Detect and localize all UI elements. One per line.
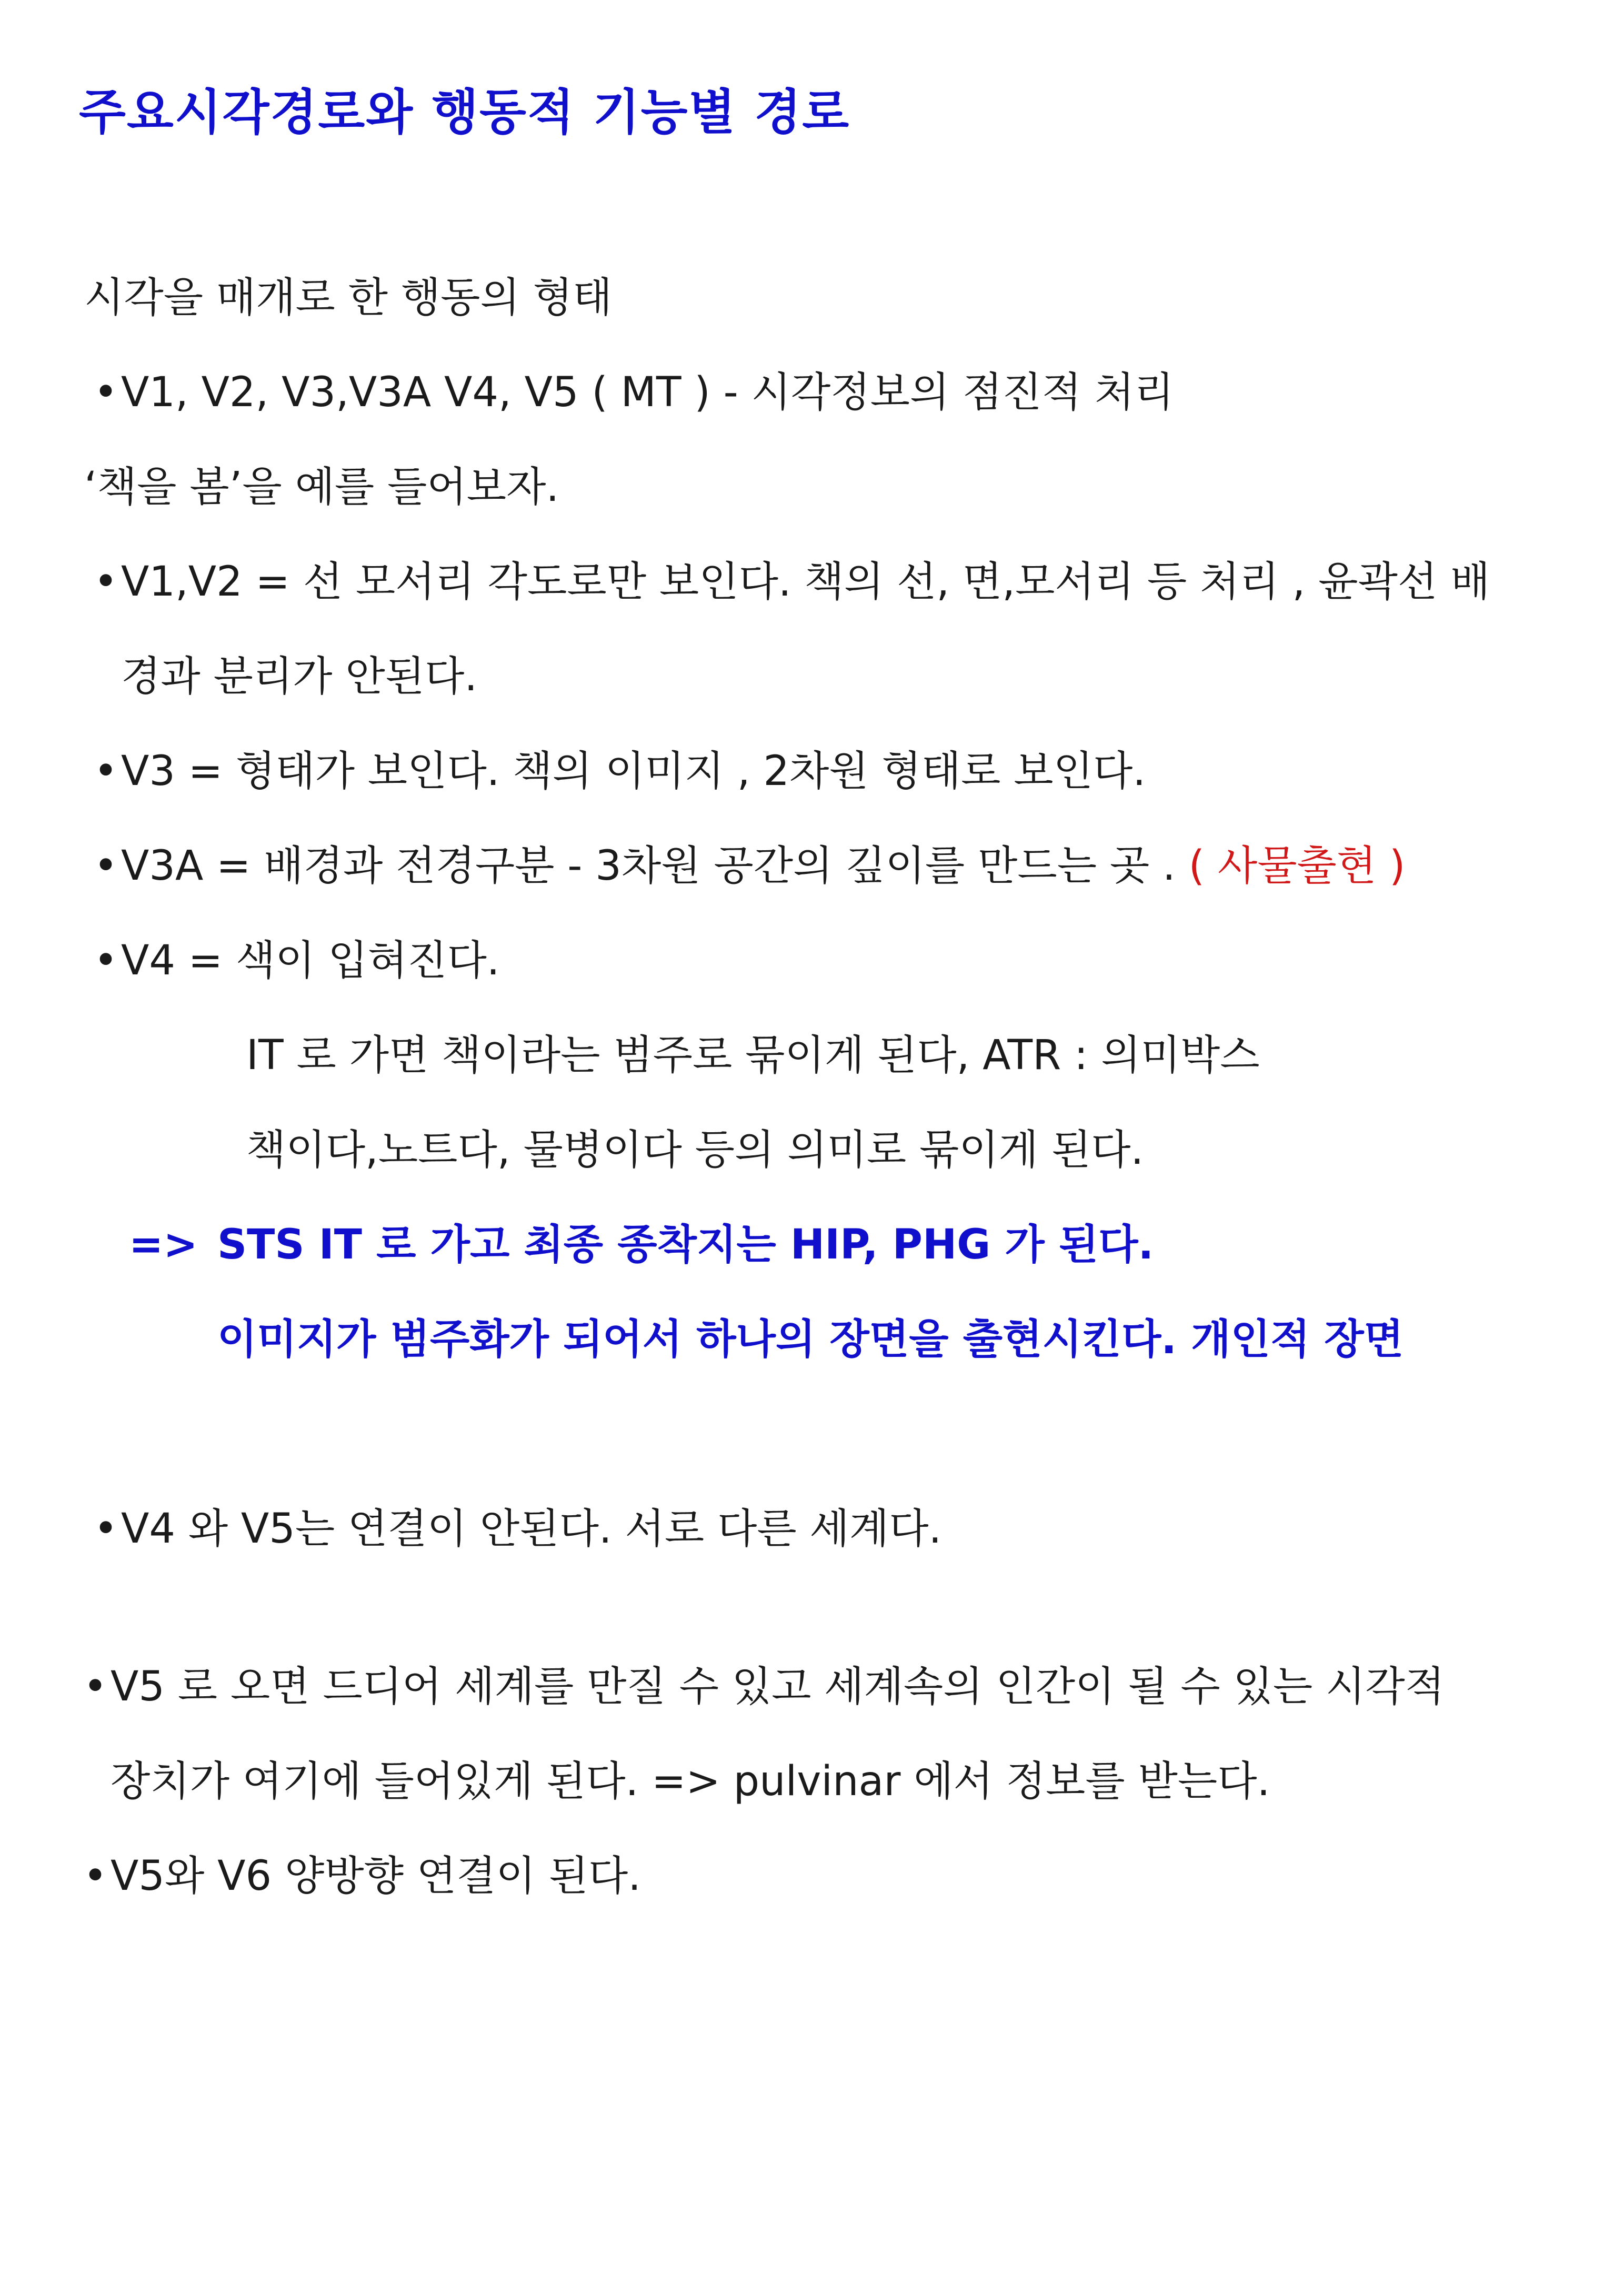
bullet-item	[94, 936, 500, 986]
indented-text: 책이다,노트다, 물병이다 등의 의미로 묶이게 된다.	[246, 1126, 1144, 1174]
bullet-text: V3 = 형태가 보인다. 책의 이미지 , 2차원 형태로 보인다.	[121, 748, 1146, 795]
bullet-text: V4 와 V5는 연결이 안된다. 서로 다른 세계다.	[121, 1505, 942, 1553]
emphasis-text: STS IT 로 가고 최종 종착지는 HIP, PHG 가 된다.	[217, 1221, 1154, 1268]
intro-text: 시각을 매개로 한 행동의 형태	[84, 274, 613, 321]
bullet-dot: •	[94, 369, 118, 416]
bullet-text: V3A = 배경과 전경구분 - 3차원 공간의 깊이를 만드는 곳 .	[121, 842, 1189, 890]
intro-line	[84, 274, 612, 323]
bullet-item	[94, 842, 1405, 891]
arrow-marker: =>	[129, 1221, 198, 1268]
bullet-item	[83, 1852, 641, 1901]
emphasis-line	[129, 1221, 1154, 1270]
bullet-dot: •	[94, 937, 118, 984]
bullet-dot: •	[94, 842, 118, 890]
bullet-text: V4 = 색이 입혀진다.	[121, 937, 500, 984]
bullet-item	[94, 1505, 941, 1554]
emphasis-text: 이미지가 범주화가 되어서 하나의 장면을 출현시킨다. 개인적 장면	[217, 1316, 1404, 1363]
example-text: ‘책을 봄’을 예를 들어보자.	[84, 464, 559, 511]
bullet-dot: •	[94, 1505, 118, 1553]
bullet-text: V1,V2 = 선 모서리 각도로만 보인다. 책의 선, 면,모서리 등 처리 , 윤곽선 배	[121, 558, 1490, 606]
indented-line	[246, 1126, 1144, 1175]
bullet-text: V5와 V6 양방향 연결이 된다.	[111, 1852, 641, 1900]
continuation-text: 경과 분리가 안된다.	[121, 653, 478, 700]
highlight-text: ( 사물출현 )	[1188, 842, 1406, 890]
bullet-item	[94, 747, 1146, 797]
indented-text: IT 로 가면 책이라는 범주로 묶이게 된다, ATR : 의미박스	[246, 1032, 1260, 1079]
bullet-dot: •	[83, 1663, 108, 1710]
bullet-item	[83, 1663, 1445, 1712]
bullet-text: V5 로 오면 드디어 세계를 만질 수 있고 세계속의 인간이 될 수 있는 시각적	[111, 1663, 1445, 1710]
bullet-dot: •	[94, 748, 118, 795]
bullet-dot: •	[83, 1852, 108, 1900]
indented-line	[246, 1031, 1260, 1081]
bullet-text: V1, V2, V3,V3A V4, V5 ( MT ) - 시각정보의 점진적 처리	[121, 369, 1174, 416]
text-line	[84, 463, 559, 512]
continuation-text: 장치가 여기에 들어있게 된다. => pulvinar 에서 정보를 받는다.	[111, 1758, 1270, 1805]
bullet-item	[94, 558, 1490, 607]
emphasis-line	[217, 1315, 1404, 1365]
bullet-item	[94, 368, 1174, 418]
bullet-dot: •	[94, 558, 118, 606]
continuation-line	[121, 652, 477, 702]
continuation-line	[111, 1757, 1270, 1807]
page-title: 주요시각경로와 행동적 기능별 경로	[79, 84, 850, 140]
